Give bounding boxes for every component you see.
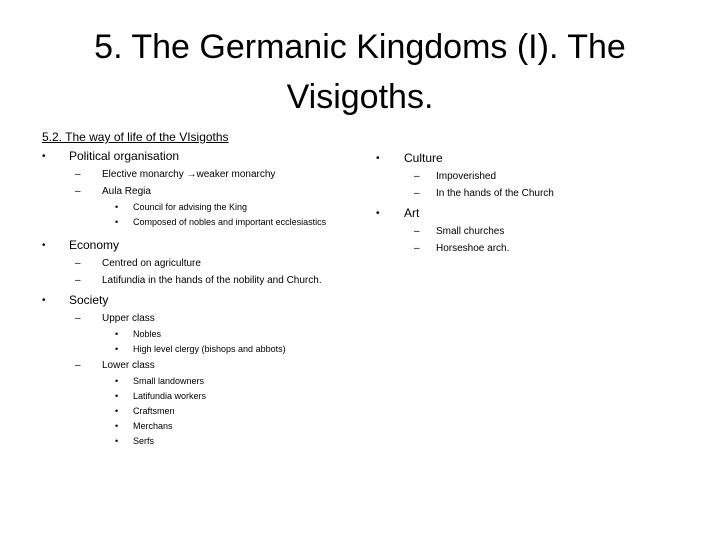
dash-icon: – <box>414 243 420 254</box>
dash-icon: – <box>75 258 81 269</box>
lower-item-4: Merchans <box>133 421 173 431</box>
economy-item-2: Latifundia in the hands of the nobility and Church. <box>102 275 322 286</box>
lower-class-label: Lower class <box>102 360 155 371</box>
lower-item-1: Small landowners <box>133 376 205 386</box>
list-item <box>42 405 342 418</box>
list-item-art <box>376 205 676 222</box>
slide-title <box>40 22 680 122</box>
upper-class-label: Upper class <box>102 313 155 324</box>
bullet-icon: • <box>376 153 380 164</box>
list-item <box>376 170 676 184</box>
list-item <box>42 435 342 448</box>
bullet-icon: • <box>42 240 46 251</box>
upper-item-2: High level clergy (bishops and abbots) <box>133 344 286 354</box>
list-item <box>42 185 342 199</box>
bullet-icon: • <box>42 151 46 162</box>
dash-icon: – <box>75 360 81 371</box>
list-item-society <box>42 292 342 309</box>
list-item <box>42 420 342 433</box>
list-item <box>376 225 676 239</box>
bullet-icon: • <box>42 295 46 306</box>
left-column <box>42 130 342 448</box>
culture-item-2: In the hands of the Church <box>436 188 554 199</box>
list-item <box>42 375 342 388</box>
list-item-political <box>42 148 342 165</box>
bullet-icon: • <box>376 208 380 219</box>
economy-heading: Economy <box>69 238 120 252</box>
lower-item-2: Latifundia workers <box>133 391 207 401</box>
bullet-icon: • <box>115 344 119 354</box>
list-item-culture <box>376 150 676 167</box>
political-heading: Political organisation <box>69 149 180 163</box>
list-item <box>42 312 342 326</box>
dash-icon: – <box>414 226 420 237</box>
political-item-1: Elective monarchy →weaker monarchy <box>102 169 276 180</box>
lower-item-5: Serfs <box>133 436 155 446</box>
culture-item-1: Impoverished <box>436 171 497 182</box>
list-item <box>42 216 342 229</box>
economy-item-1: Centred on agriculture <box>102 258 201 269</box>
political-item-2: Aula Regia <box>102 186 151 197</box>
bullet-icon: • <box>115 436 119 446</box>
dash-icon: – <box>75 313 81 324</box>
upper-item-1: Nobles <box>133 329 162 339</box>
bullet-icon: • <box>115 421 119 431</box>
dash-icon: – <box>75 186 81 197</box>
lower-item-3: Craftsmen <box>133 406 175 416</box>
aula-item-1: Council for advising the King <box>133 202 248 212</box>
culture-heading: Culture <box>404 151 443 165</box>
bullet-icon: • <box>115 217 119 227</box>
list-item <box>42 168 342 182</box>
list-item <box>376 187 676 201</box>
art-item-2: Horseshoe arch. <box>436 243 510 254</box>
dash-icon: – <box>414 188 420 199</box>
society-heading: Society <box>69 293 109 307</box>
bullet-icon: • <box>115 376 119 386</box>
list-item <box>42 257 342 271</box>
list-item-economy <box>42 237 342 254</box>
dash-icon: – <box>414 171 420 182</box>
title-line-2: Visigoths. <box>286 78 434 116</box>
title-line-1: 5. The Germanic Kingdoms (I). The <box>94 28 626 66</box>
list-item <box>42 328 342 341</box>
aula-item-2: Composed of nobles and important ecclesiastics <box>133 217 327 227</box>
list-item <box>42 390 342 403</box>
bullet-icon: • <box>115 329 119 339</box>
list-item <box>376 242 676 256</box>
bullet-icon: • <box>115 406 119 416</box>
dash-icon: – <box>75 275 81 286</box>
section-subtitle: 5.2. The way of life of the VIsigoths <box>42 130 229 144</box>
art-item-1: Small churches <box>436 226 505 237</box>
list-item <box>42 343 342 356</box>
right-column <box>376 150 676 256</box>
bullet-icon: • <box>115 202 119 212</box>
list-item <box>42 359 342 373</box>
art-heading: Art <box>404 206 420 220</box>
list-item <box>42 274 342 288</box>
list-item <box>42 201 342 214</box>
dash-icon: – <box>75 169 81 180</box>
bullet-icon: • <box>115 391 119 401</box>
